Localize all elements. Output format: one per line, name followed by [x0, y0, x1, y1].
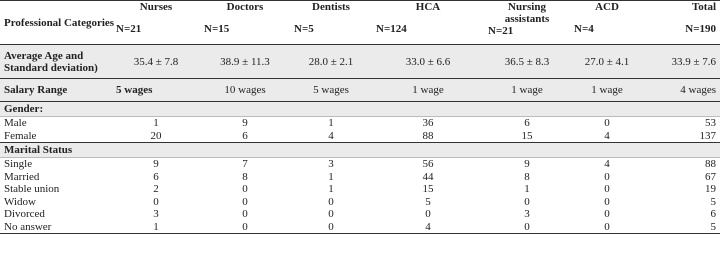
age-value: 28.0 ± 2.1: [308, 55, 354, 68]
col-header-nursing-assistants: Nursing assistants N=21: [488, 1, 550, 37]
age-value: 36.5 ± 8.3: [504, 55, 550, 68]
age-value: 33.9 ± 7.6: [671, 55, 716, 68]
table-row: Single 9 7 3 56 9 4 88: [4, 158, 716, 171]
age-value: 27.0 ± 4.1: [584, 55, 630, 68]
salary-value: 5 wages: [313, 84, 349, 96]
salary-row: [0, 79, 720, 102]
col-header-dentists: Dentists N=5: [294, 1, 350, 35]
salary-label: Salary Range: [4, 84, 68, 96]
salary-value: 4 wages: [680, 84, 716, 96]
col-header-nurses: Nurses N=21: [116, 1, 173, 35]
salary-value: 5 wages: [116, 84, 153, 96]
header-row: [0, 1, 720, 45]
age-row: [0, 45, 720, 79]
age-value: 38.9 ± 11.3: [220, 55, 270, 68]
gender-section-header: Gender:: [0, 102, 720, 117]
table-row: Female 20 6 4 88 15 4 137: [0, 130, 720, 143]
age-value: 33.0 ± 6.6: [405, 55, 451, 68]
salary-value: 1 wage: [511, 84, 543, 96]
table-row: Divorced 3 0 0 0 3 0 6: [4, 208, 716, 221]
table-row: Widow 0 0 0 5 0 0 5: [4, 195, 716, 208]
col-header-acd: ACD N=4: [574, 1, 619, 35]
age-value: 35.4 ± 7.8: [133, 55, 179, 68]
category-header: Professional Categories: [4, 16, 115, 29]
salary-value: 1 wage: [412, 84, 444, 96]
table-row: Stable union 2 0 1 15 1 0 19: [4, 183, 716, 196]
col-header-hca: HCA N=124: [376, 1, 441, 35]
col-header-total: Total N=190: [685, 1, 716, 35]
table-row: Male 1 9 1 36 6 0 53: [4, 117, 716, 130]
age-label: Average Age and Standard deviation): [4, 49, 98, 74]
salary-value: 1 wage: [591, 84, 623, 96]
salary-value: 10 wages: [224, 84, 266, 96]
table-row: Married 6 8 1 44 8 0 67: [4, 170, 716, 183]
col-header-doctors: Doctors N=15: [204, 1, 264, 35]
marital-section-header: Marital Status: [0, 143, 720, 158]
table-row: No answer 1 0 0 4 0 0 5: [0, 221, 720, 234]
